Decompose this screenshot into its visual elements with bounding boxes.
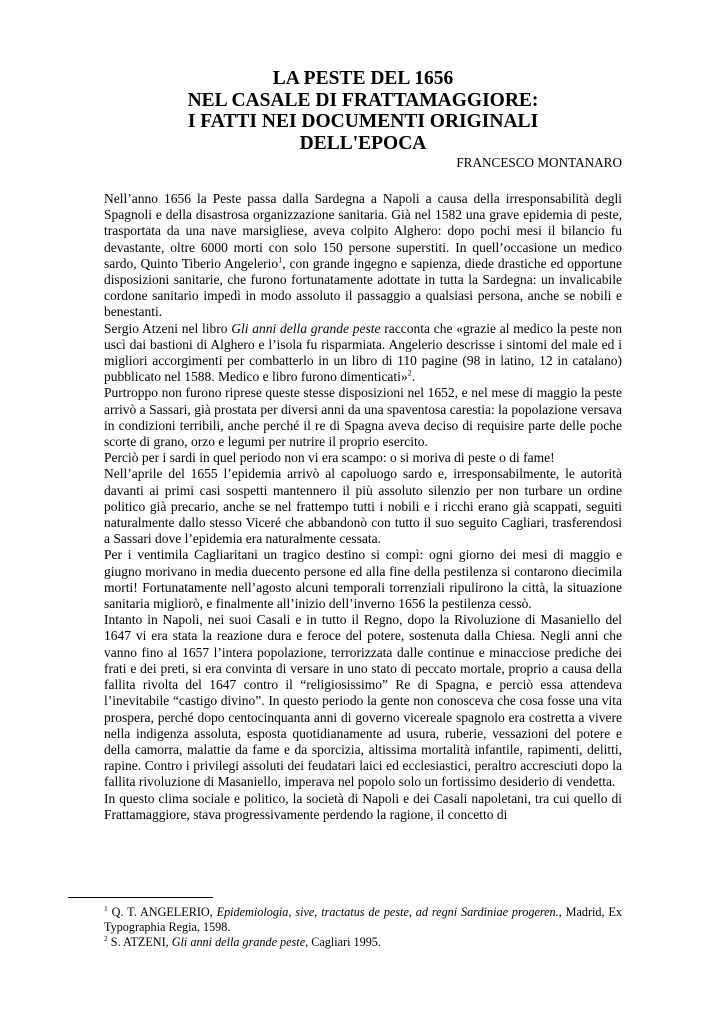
footnote-ref-1[interactable]: 1 (278, 255, 283, 265)
paragraph-4: Perciò per i sardi in quel periodo non vi era scampo: o si moriva di peste o di fame! (104, 450, 555, 466)
footnotes (104, 905, 622, 950)
footnote-number: 2 (104, 933, 108, 943)
paragraph-3: Purtroppo non furono riprese queste stesse disposizioni nel 1652, e nel mese di maggio la peste arrivò a Sassari, già prostata per diversi anni da una spaventosa carestia: la popolazione versava in condizioni terribili, anche perché il re di Spagna aveva deciso di requisire parte delle poche scorte di grano, orzo e legumi per nutrire il proprio esercito. (104, 385, 622, 450)
paragraph-8: In questo clima sociale e politico, la società di Napoli e dei Casali napoletani, tra cui quello di Frattamaggiore, stava progressivamente perdendo la ragione, il concetto di (104, 790, 622, 822)
footnote-text: Q. T. ANGELERIO, (107, 905, 217, 919)
footnote-text: S. ATZENI, (107, 935, 172, 949)
article-title (104, 68, 622, 154)
article-body (104, 191, 622, 823)
paragraph-text: Nell’anno 1656 la Peste passa dalla Sardegna a Napoli a causa della irresponsabilità degli Spagnoli e della disastrosa organizzazione sanitaria. Già nel 1582 una grave epidemia di peste, trasportata da una nave marsigliese, aveva colpito Alghero: dopo pochi mesi il bilancio fu devastante, oltre 6000 morti con solo 150 persone superstiti. In quell’occasione un medico sardo, Quinto Tiberio Angelerio (104, 191, 622, 271)
footnote-work-title: Gli anni della grande peste (171, 935, 306, 949)
footnote-separator (68, 897, 213, 898)
footnote-2 (104, 935, 622, 950)
title-line-1: LA PESTE DEL 1656 (272, 68, 454, 89)
book-title: Gli anni della grande peste (231, 320, 381, 336)
author-name: FRANCESCO MONTANARO (456, 155, 622, 170)
paragraph-text: . (411, 369, 416, 385)
title-line-3: I FATTI NEI DOCUMENTI ORIGINALI (187, 111, 539, 132)
paragraph-text: racconta che «grazie al medico la peste non uscì dai bastioni di Alghero e l’isola fu risparmiata. Angelerio descrisse i sintomi del male ed i migliori accorgimenti per combatterlo in un libro di 110 pagine (98 in latino, 12 in catalano) pubblicato nel 1588. Medico e libro furono dimenticati» (104, 320, 622, 385)
footnote-work-title: Epidemiologia, sive, tractatus de peste, ad regni Sardiniae progeren. (216, 905, 559, 919)
paragraph-7: Intanto in Napoli, nei suoi Casali e in tutto il Regno, dopo la Rivoluzione di Masaniello del 1647 vi era stata la reazione dura e feroce del potere, sostenuta dalla Chiesa. Negli anni che vanno fino al 1657 l’intera popolazione, terrorizzata dalle continue e minacciose prediche dei frati e dei preti, si era convinta di versare in uno stato di peccato mortale, proprio a causa della fallita rivolta del 1647 contro il “religiosissimo” Re di Spagna, e perciò essa attendeva l’inevitabile “castigo divino”. In questo periodo la gente non conosceva che cosa fosse una vita prospera, perché dopo centocinquanta anni di governo vicereale spagnolo era costretta a vivere nella indigenza assoluta, esposta quotidianamente ad usura, ruberie, vessazioni del potere e della camorra, malattie da fame e da sporcizia, altissima mortalità infantile, rapimenti, delitti, rapine. Contro i privilegi assoluti dei feudatari laici ed ecclesiastici, peraltro accresciuti dopo la fallita rivoluzione di Masaniello, imperava nel popolo solo un fortissimo desiderio di vendetta. (104, 612, 622, 790)
paragraph-2 (104, 321, 622, 386)
footnote-1 (104, 905, 622, 935)
footnote-ref-2[interactable]: 2 (407, 368, 412, 378)
footnote-text: , Cagliari 1995. (305, 935, 381, 949)
paragraph-6: Per i ventimila Cagliaritani un tragico destino si compì: ogni giorno dei mesi di maggio e giugno morivano in media duecento persone ed alla fine della pestilenza si contarono diecimila morti! Fortunatamente nell’agosto alcuni temporali torrenziali ripulirono la città, la situazione sanitaria migliorò, e finalmente all’inizio dell’inverno 1656 la pestilenza cessò. (104, 547, 622, 612)
title-line-4: DELL'EPOCA (299, 132, 427, 154)
footnote-text: , Madrid, Ex Typographia Regia, 1598. (104, 905, 622, 934)
footnote-number: 1 (104, 903, 108, 913)
paragraph-text: , con grande ingegno e sapienza, diede drastiche ed opportune disposizioni sanitarie, che furono fortunatamente adottate in tutta la Sardegna: un invalicabile cordone sanitario impedì in modo assoluto il passaggio a qualsiasi persona, anche se nobili e benestanti. (104, 255, 622, 320)
paragraph-1 (104, 191, 622, 321)
paragraph-5: Nell’aprile del 1655 l’epidemia arrivò al capoluogo sardo e, irresponsabilmente, le autorità davanti ai primi casi sospetti mantennero il più assoluto silenzio per non turbare un ordine politico già precario, anche se nel frattempo tutti i nobili e i ricchi erano già scappati, seguiti naturalmente dallo stesso Viceré che abbandonò con tutto il suo seguito Cagliari, trasferendosi a Sassari dove l’epidemia era naturalmente cessata. (104, 466, 622, 547)
title-line-2: NEL CASALE DI FRATTAMAGGIORE: (187, 89, 539, 111)
paragraph-text: Sergio Atzeni nel libro (104, 320, 232, 336)
page-content (104, 68, 622, 823)
